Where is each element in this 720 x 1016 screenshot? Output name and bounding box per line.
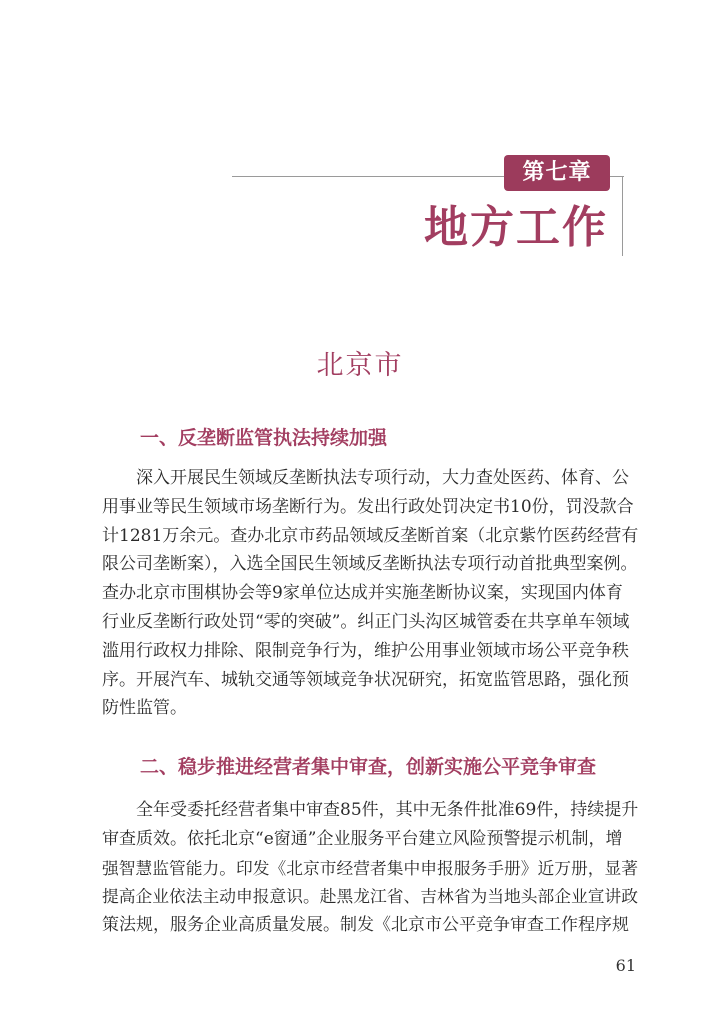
chapter-header-vertical-rule	[622, 176, 623, 256]
section-heading-1: 一、反垄断监管执法持续加强	[140, 427, 388, 449]
section-1-paragraph	[102, 464, 638, 723]
paragraph-line: 用事业等民生领域市场垄断行为。发出行政处罚决定书10份，罚没款合	[102, 496, 634, 517]
paragraph-line: 策法规，服务企业高质量发展。制发《北京市公平竞争审查工作程序规	[102, 915, 629, 936]
paragraph-line: 查办北京市围棋协会等9家单位达成并实施垄断协议案，实现国内体育	[102, 583, 623, 604]
chapter-number-badge: 第七章	[504, 155, 610, 191]
page-number: 61	[615, 956, 636, 975]
city-title: 北京市	[316, 350, 404, 381]
paragraph-line: 序。开展汽车、城轨交通等领域竞争状况研究，拓宽监管思路，强化预	[102, 669, 629, 690]
paragraph-line: 全年受委托经营者集中审查85件，其中无条件批准69件，持续提升	[102, 800, 639, 820]
paragraph-line: 滥用行政权力排除、限制竞争行为，维护公用事业领域市场公平竞争秩	[102, 640, 629, 661]
section-2-paragraph	[102, 796, 638, 940]
paragraph-line: 防性监管。	[102, 698, 187, 719]
chapter-title: 地方工作	[424, 202, 608, 253]
paragraph-line: 提高企业依法主动申报意识。赴黑龙江省、吉林省为当地头部企业宣讲政	[102, 886, 639, 907]
paragraph-line: 审查质效。依托北京“e窗通”企业服务平台建立风险预警提示机制，增	[102, 828, 623, 849]
paragraph-line: 计1281万余元。查办北京市药品领域反垄断首案（北京紫竹医药经营有	[102, 525, 639, 546]
paragraph-line: 深入开展民生领域反垄断执法专项行动，大力查处医药、体育、公	[102, 468, 629, 488]
paragraph-line: 限公司垄断案），入选全国民生领域反垄断执法专项行动首批典型案例。	[102, 554, 638, 575]
paragraph-line: 强智慧监管能力。印发《北京市经营者集中申报服务手册》近万册，显著	[102, 857, 639, 878]
section-heading-2: 二、稳步推进经营者集中审查，创新实施公平竞争审查	[140, 756, 597, 778]
paragraph-line: 行业反垄断行政处罚“零的突破”。纠正门头沟区城管委在共享单车领域	[102, 611, 630, 632]
